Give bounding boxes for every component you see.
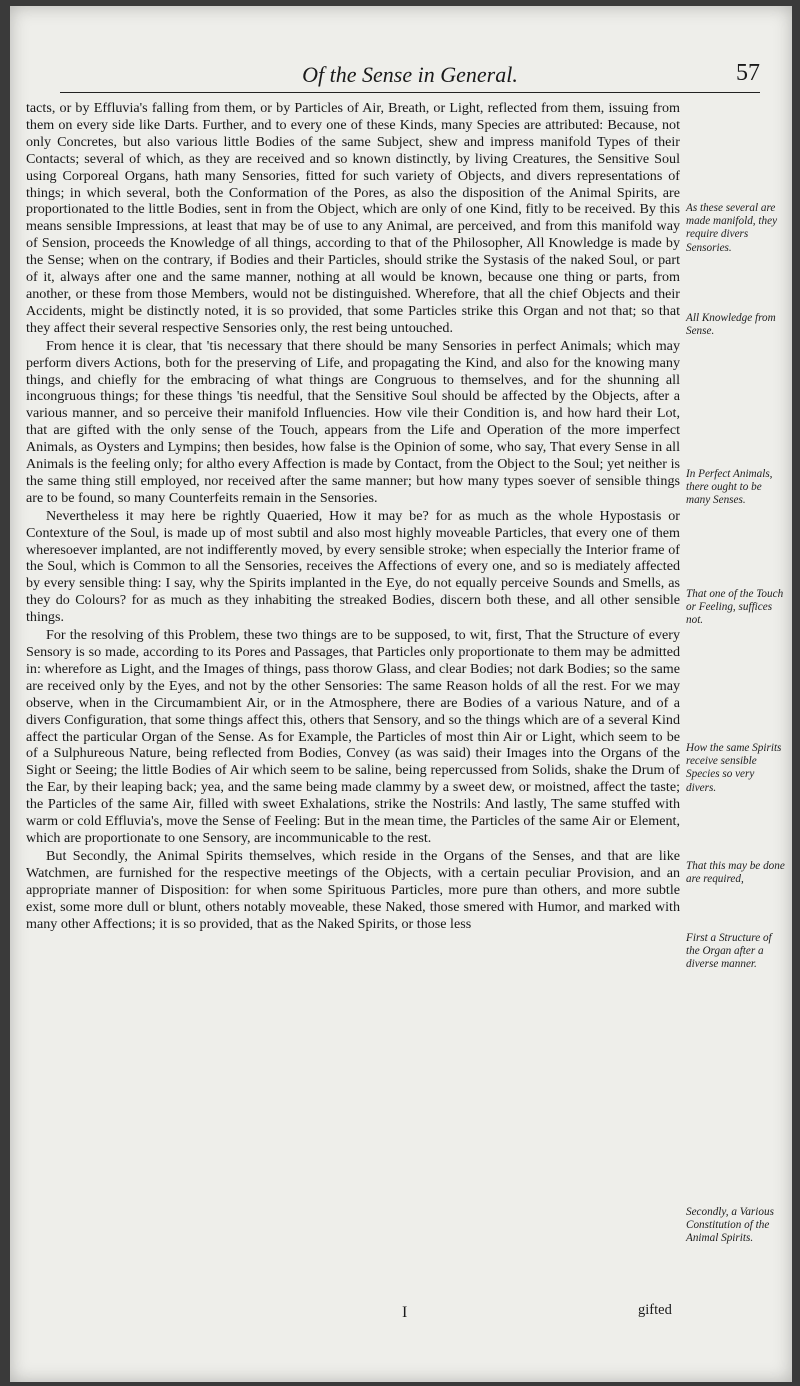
margin-note-8: Secondly, a Various Constitution of the Animal Spirits. <box>686 1206 774 1245</box>
paragraph-5: But Secondly, the Animal Spirits themselves, which reside in the Organs of the Senses, and that are like Watchmen, are furnished for the respective meetings of the Objects, with a certain peculiar Provision, and an appropriate manner of Disposition: for when some Spirituous Particles, more pure than others, and more subtle exist, some more dull or blunt, others notably moveable, these Naked, those smered with Humor, and marked with many other Affections; it is so provided, that as the Naked Spirits, or those less <box>26 847 680 932</box>
paragraph-2: From hence it is clear, that 'tis necessary that there should be many Sensories in perfect Animals; which may perform divers Actions, both for the preserving of Life, and propagating the Kind, and also for the knowing many things, and chiefly for the embracing of what things are Congruous to themselves, and for the shunning all incongruous things; for these things 'tis needful, that the Sensitive Soul should be affected by the Objects, after a various manner, and so perceive their manifold Influencies. How vile their Condition is, and how hard their Lot, that are gifted with the only sense of the Touch, appears from the Life and Operation of the more imperfect Animals, as Oysters and Lympins; then besides, how false is the Opinion of some, who say, That every Sense in all Animals is the feeling only; for altho every Affection is made by Contact, from the Object to the Soul; yet neither is the same thing still employed, nor received after the same manner; but how many types soever of sensible things are to be found, so many Counterfeits remain in the Sensories. <box>26 337 680 506</box>
margin-note-1: As these several are made manifold, they require divers Sensories. <box>686 202 778 254</box>
margin-note-6: That this may be done are required, <box>686 860 785 886</box>
body-text <box>26 100 680 933</box>
catchword: gifted <box>638 1302 672 1318</box>
paragraph-4: For the resolving of this Problem, these two things are to be supposed, to wit, first, That the Structure of every Sensory is so made, according to its Pores and Passages, that Particles only proportionate to them may be admitted in: wherefore as Light, and the Images of things, pass thorow Glass, and clear Bodies; not dark Bodies; so the same are received only by the Eyes, and not by the other Sensories: The same Reason holds of all the rest. For we may observe, when in the Circumambient Air, or in the Atmosphere, there are Bodies of a various Nature, and of a divers Configuration, that some things affect this, others that Sensory, and so the things which are of a several Kind affect the particular Organ of the Sense. As for Example, the Particles of most thin Air or Light, which seem to be of a Sulphureous Nature, being reflected from Bodies, Convey (as was said) their Images into the Organs of the Sight or Seeing; the little Bodies of Air which seem to be saline, being repercussed from Solids, shake the Drum of the Ear, by their leaping back; yea, and the same being made clammy by a sweet dew, or moistned, affect the taste; the Particles of the same Air, filled with sweet Exhalations, strike the Nostrils: And lastly, The same stuffed with warm or cold Effluvia's, move the Sense of Feeling: But in the mean time, the Particles of the same Air or Element, which are proportionate to one Sensory, are incommunicable to the rest. <box>26 627 680 846</box>
paragraph-1: tacts, or by Effluvia's falling from them, or by Particles of Air, Breath, or Light, reflected from them, issuing from them on every side like Darts. Further, and to every one of these Kinds, many Species are attributed: Because, not only Concretes, but also various little Bodies of the same Subject, shew and impress manifold Types of their Contacts; several of which, as they are received and so known distinctly, by living Creatures, the Sensitive Soul using Corporeal Organs, hath many Sensories, fitted for such variety of Objects, and divers representations of things; in which several, both the Conformation of the Pores, as also the disposition of the Animal Spirits, are proportionated to the little Bodies, sent in from the Object, which are only of one Kind, fitly to be received. By this means sensible Impressions, at least that may be of use to any Animal, are perceived, and from this manifold way of Sension, proceeds the Knowledge of all things, according to that of the Philosopher, All Knowledge is made by the Sense; when on the contrary, if Bodies and their Particles, should strike the Systasis of the naked Soul, or part of it, always after one and the same manner, nothing at all would be known, because one thing or parts, from another, or these from those Members, would not be distinguished. Wherefore, that all the chief Objects and their Accidents, might be distinctly noted, it is so provided, that some Particles strike this Organ and not that; so that they affect their several respective Sensories only, the rest being untouched. <box>26 100 680 336</box>
page-number: 57 <box>736 60 760 86</box>
signature-mark: I <box>402 1304 408 1321</box>
page-header <box>60 58 760 98</box>
running-title: Of the Sense in General. <box>302 62 518 87</box>
margin-note-2: All Knowledge from Sense. <box>686 312 776 338</box>
book-page <box>10 6 792 1382</box>
margin-note-7: First a Structure of the Organ after a diverse manner. <box>686 932 772 971</box>
margin-note-3: In Perfect Animals, there ought to be many Senses. <box>686 468 773 507</box>
margin-note-4: That one of the Touch or Feeling, suffices not. <box>686 588 784 627</box>
header-rule <box>60 92 760 93</box>
paragraph-3: Nevertheless it may here be rightly Quaeried, How it may be? for as much as the whole Hypostasis or Contexture of the Soul, is made up of most subtil and also most highly moveable Particles, that every one of them wheresoever implanted, are not indifferently moved, by every sensible stroke; when especially the Interior frame of the Soul, which is Common to all the Sensories, receives the Affections of every one, and so is mediately affected by every sensible thing: I say, why the Spirits implanted in the Eye, do not equally perceive Sounds and Smells, as they do Colours? for as much as they inhabiting the streaked Bodies, discern both these, and all other sensible things. <box>26 507 680 626</box>
margin-note-5: How the same Spirits receive sensible Species so very divers. <box>686 742 782 794</box>
